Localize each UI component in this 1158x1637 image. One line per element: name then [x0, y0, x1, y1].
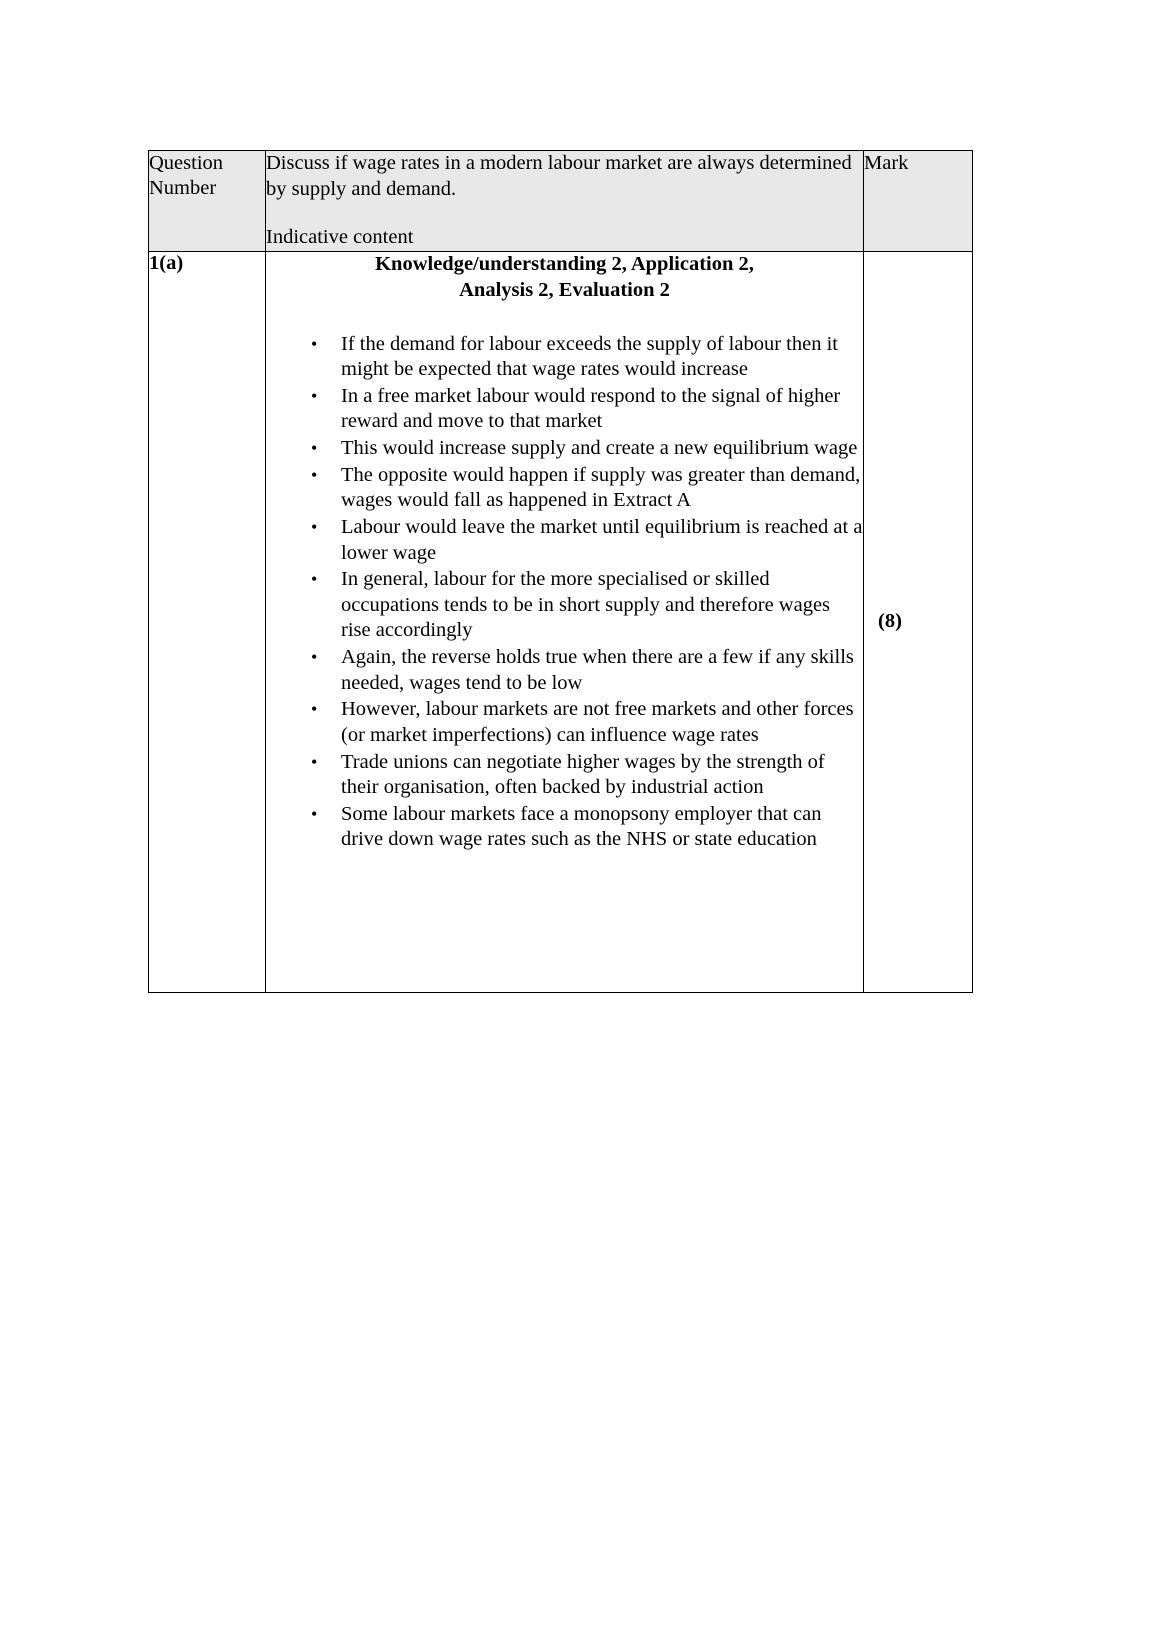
mark-value-cell [864, 251, 973, 992]
header-question-cell [266, 151, 864, 252]
table-header-row [149, 151, 973, 252]
criteria-line-2: Analysis 2, Evaluation 2 [459, 278, 670, 301]
criteria-line-1: Knowledge/understanding 2, Application 2, [375, 252, 754, 275]
mark-scheme-table [148, 150, 973, 993]
list-item: • However, labour markets are not free markets and other forces (or market imperfections) can influence wage rates [266, 697, 863, 748]
indicative-bullet-list [266, 332, 863, 854]
list-item: • In general, labour for the more specialised or skilled occupations tends to be in short supply and therefore wages rise accordingly [266, 567, 863, 644]
header-question-number-cell [149, 151, 266, 252]
table-body-row [149, 251, 973, 992]
header-mark-cell [864, 151, 973, 252]
question-id: 1(a) [149, 251, 184, 274]
list-item: • If the demand for labour exceeds the supply of labour then it might be expected that wage rates would increase [266, 332, 863, 383]
question-statement: Discuss if wage rates in a modern labour market are always determined by supply and demand. [266, 152, 852, 200]
indicative-content-label: Indicative content [266, 226, 414, 249]
list-item: • The opposite would happen if supply was greater than demand, wages would fall as happened in Extract A [266, 463, 863, 514]
header-question-number-label: Question Number [149, 152, 224, 199]
mark-value: (8) [878, 609, 902, 632]
list-item: • Labour would leave the market until equilibrium is reached at a lower wage [266, 515, 863, 566]
question-id-cell [149, 251, 266, 992]
assessment-criteria [266, 252, 863, 304]
list-item: • This would increase supply and create a new equilibrium wage [266, 436, 863, 462]
list-item: • Some labour markets face a monopsony employer that can drive down wage rates such as the NHS or state education [266, 802, 863, 853]
indicative-content-cell [266, 251, 864, 992]
header-mark-label: Mark [864, 152, 909, 174]
list-item: • Trade unions can negotiate higher wages by the strength of their organisation, often backed by industrial action [266, 750, 863, 801]
list-item: • In a free market labour would respond to the signal of higher reward and move to that market [266, 384, 863, 435]
list-item: • Again, the reverse holds true when there are a few if any skills needed, wages tend to be low [266, 645, 863, 696]
